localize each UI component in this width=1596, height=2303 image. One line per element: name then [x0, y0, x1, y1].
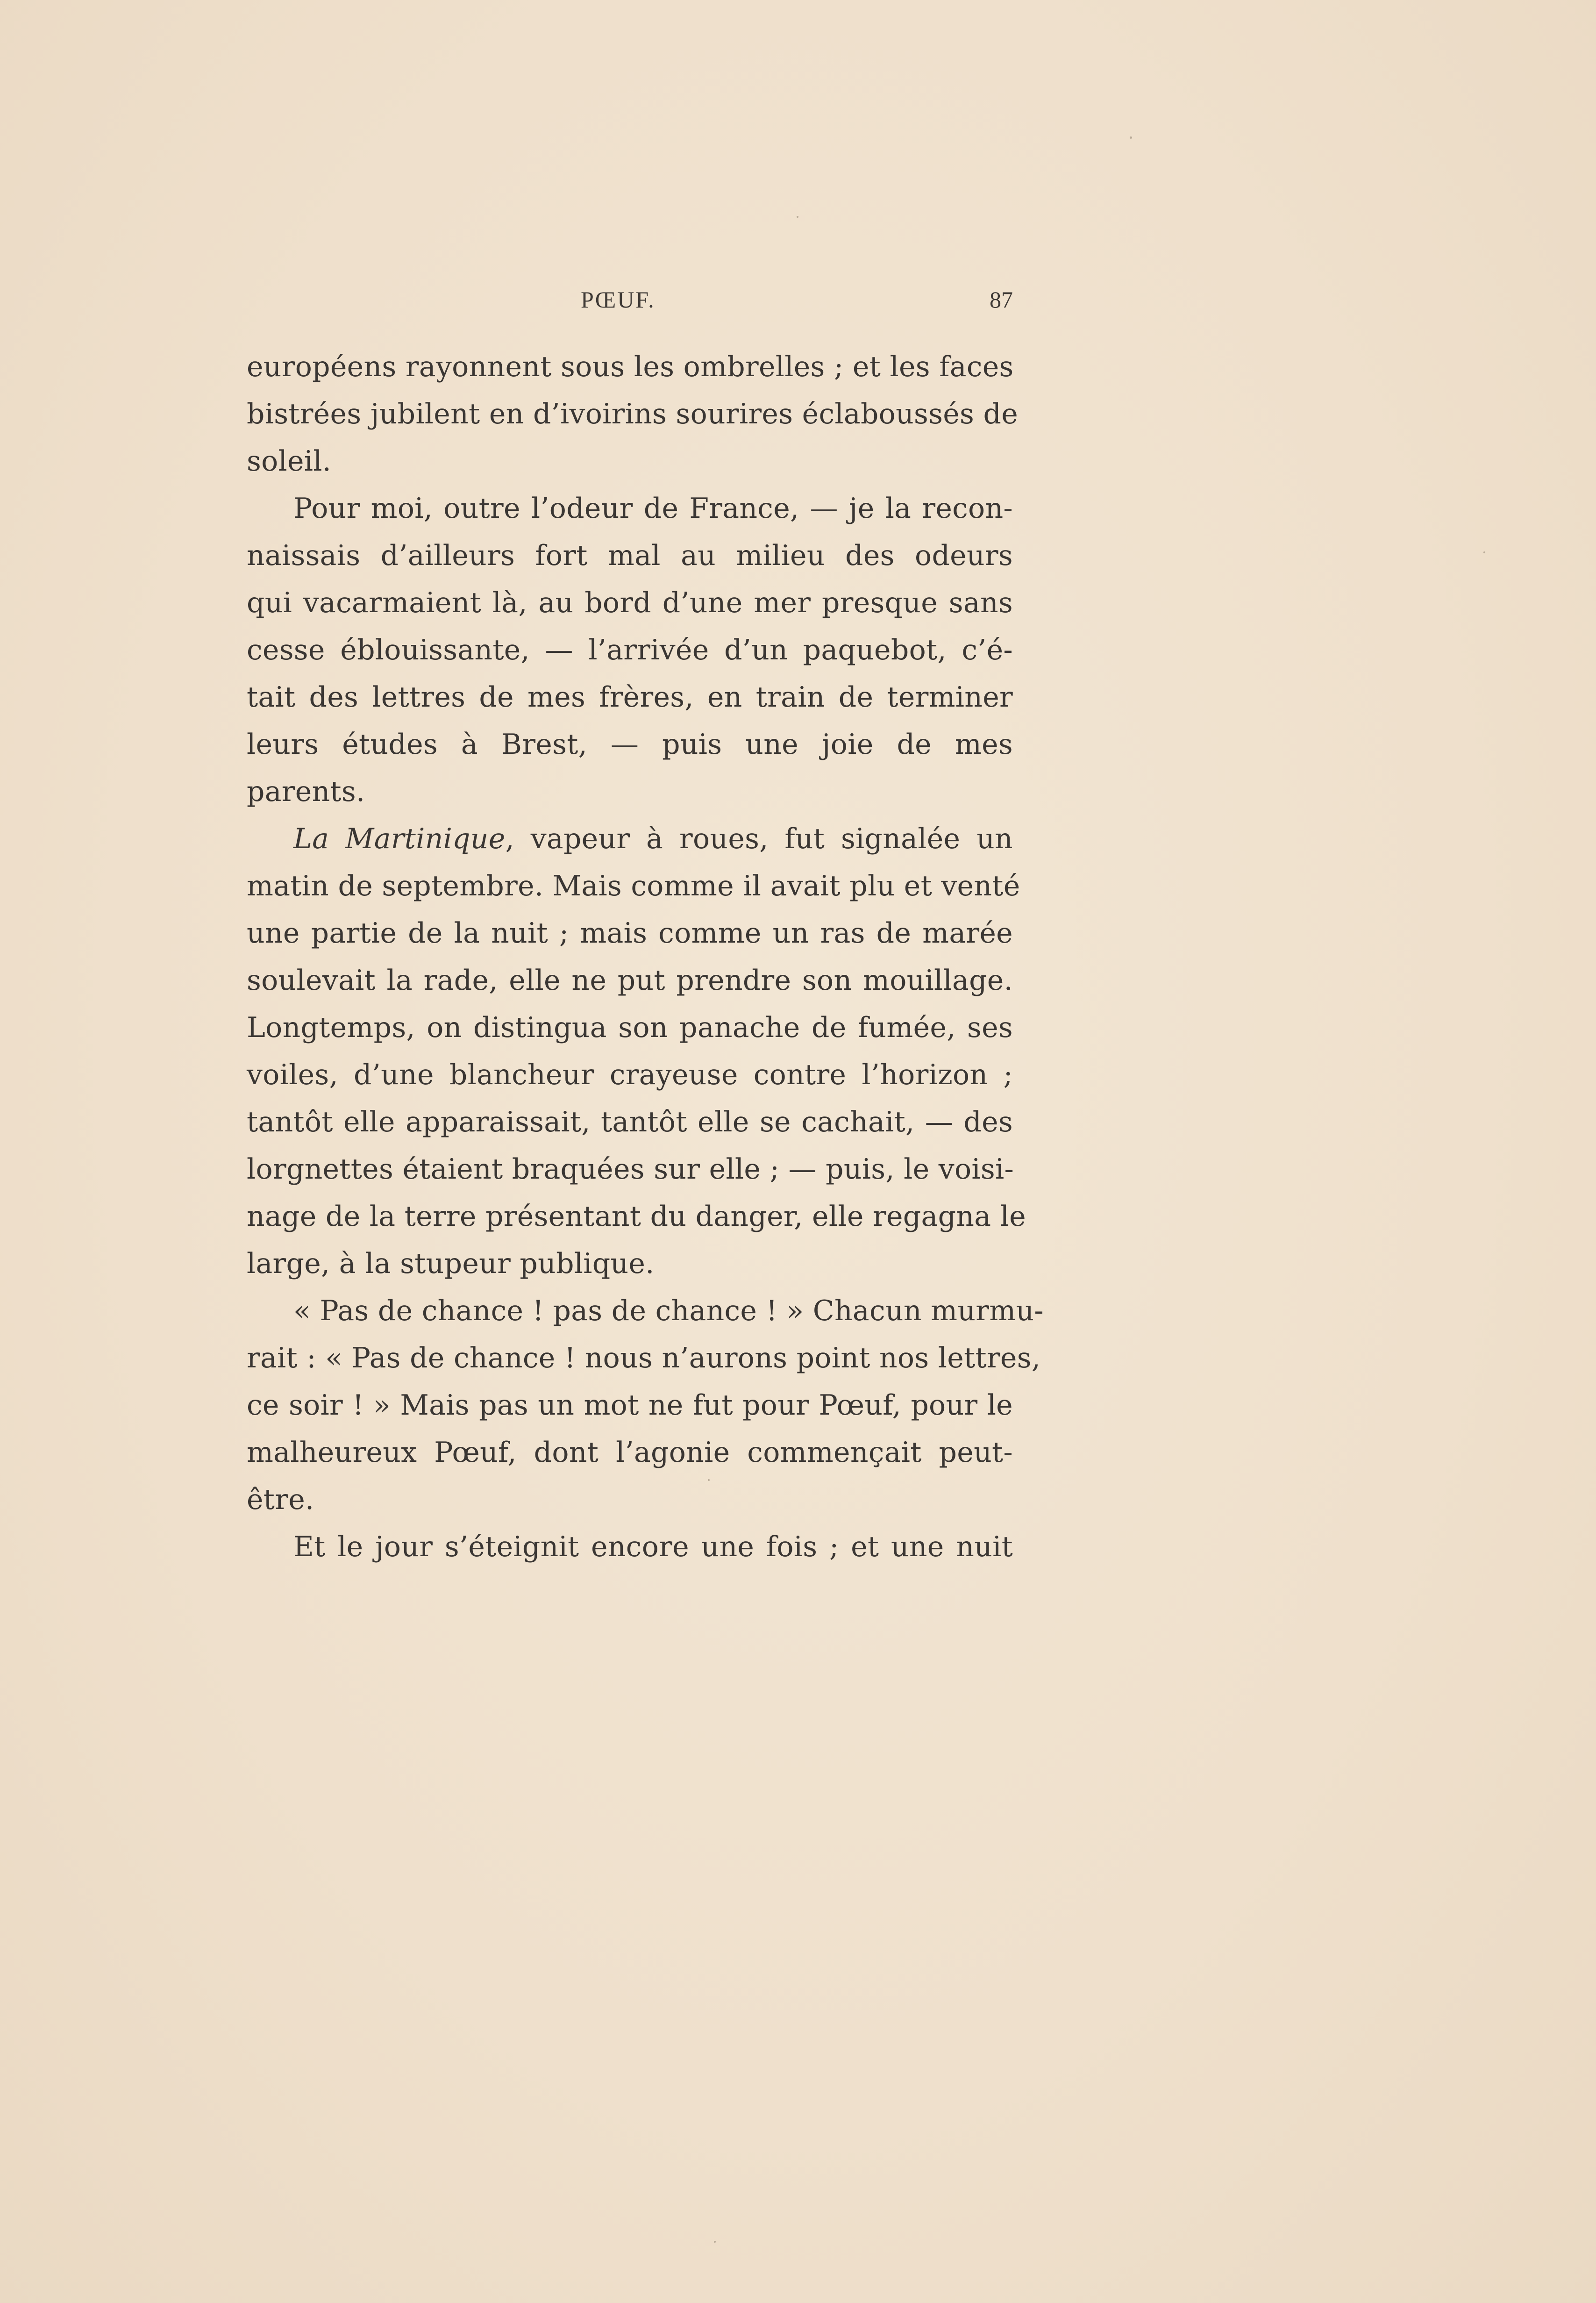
paper-speck: [797, 216, 798, 218]
text-line: voiles, d’une blancheur crayeuse contre l’horizon ;: [247, 1059, 1013, 1091]
text-line: bistrées jubilent en d’ivoirins sourires éclaboussés de: [247, 398, 1019, 430]
text-line: soulevait la rade, elle ne put prendre son mouillage.: [247, 964, 1013, 997]
text-line: Longtemps, on distingua son panache de fumée, ses: [247, 1011, 1013, 1044]
text-line: cesse éblouissante, — l’arrivée d’un paquebot, c’é-: [247, 634, 1013, 666]
paper-speck: [714, 2241, 716, 2243]
paper-speck: [1130, 136, 1132, 139]
text-line: tantôt elle apparaissait, tantôt elle se cachait, — des: [247, 1106, 1013, 1138]
text-line: être.: [247, 1483, 314, 1516]
text-line: lorgnettes étaient braquées sur elle ; — puis, le voisi-: [247, 1153, 1014, 1186]
text-line: malheureux Pœuf, dont l’agonie commençait peut-: [247, 1436, 1013, 1469]
text-line: qui vacarmaient là, au bord d’une mer presque sans: [247, 586, 1013, 619]
page-header: [247, 286, 1013, 319]
ship-name-suffix: ,: [505, 822, 514, 855]
text-line: rait : « Pas de chance ! nous n’aurons point nos lettres,: [247, 1342, 1041, 1374]
text-line: Et le jour s’éteignit encore une fois ; et une nuit: [293, 1531, 1013, 1563]
text-line: parents.: [247, 775, 365, 808]
text-line: une partie de la nuit ; mais comme un ras de marée: [247, 917, 1013, 950]
text-line: « Pas de chance ! pas de chance ! » Chacun murmu-: [293, 1295, 1044, 1327]
text-line: leurs études à Brest, — puis une joie de mes: [247, 728, 1013, 761]
text-line: européens rayonnent sous les ombrelles ; et les faces: [247, 350, 1014, 383]
ship-name: La Martinique: [293, 822, 506, 855]
body-text: [247, 343, 1044, 1571]
running-head: PŒUF.: [581, 286, 656, 313]
text-line: soleil.: [247, 445, 332, 478]
text-line-rest: vapeur à roues, fut signalée un: [530, 822, 1013, 855]
text-line: matin de septembre. Mais comme il avait plu et venté: [247, 870, 1020, 902]
text-line: naissais d’ailleurs fort mal au milieu des odeurs: [247, 539, 1013, 572]
text-line: ce soir ! » Mais pas un mot ne fut pour Pœuf, pour le: [247, 1389, 1013, 1422]
text-line: nage de la terre présentant du danger, elle regagna le: [247, 1200, 1026, 1233]
paper-speck: [1483, 551, 1485, 553]
text-line: large, à la stupeur publique.: [247, 1247, 655, 1280]
text-line-with-ship-name: [247, 815, 1013, 863]
text-line: tait des lettres de mes frères, en train de terminer: [247, 681, 1013, 714]
text-line: Pour moi, outre l’odeur de France, — je la recon-: [293, 492, 1013, 525]
page-number: 87: [990, 286, 1013, 313]
